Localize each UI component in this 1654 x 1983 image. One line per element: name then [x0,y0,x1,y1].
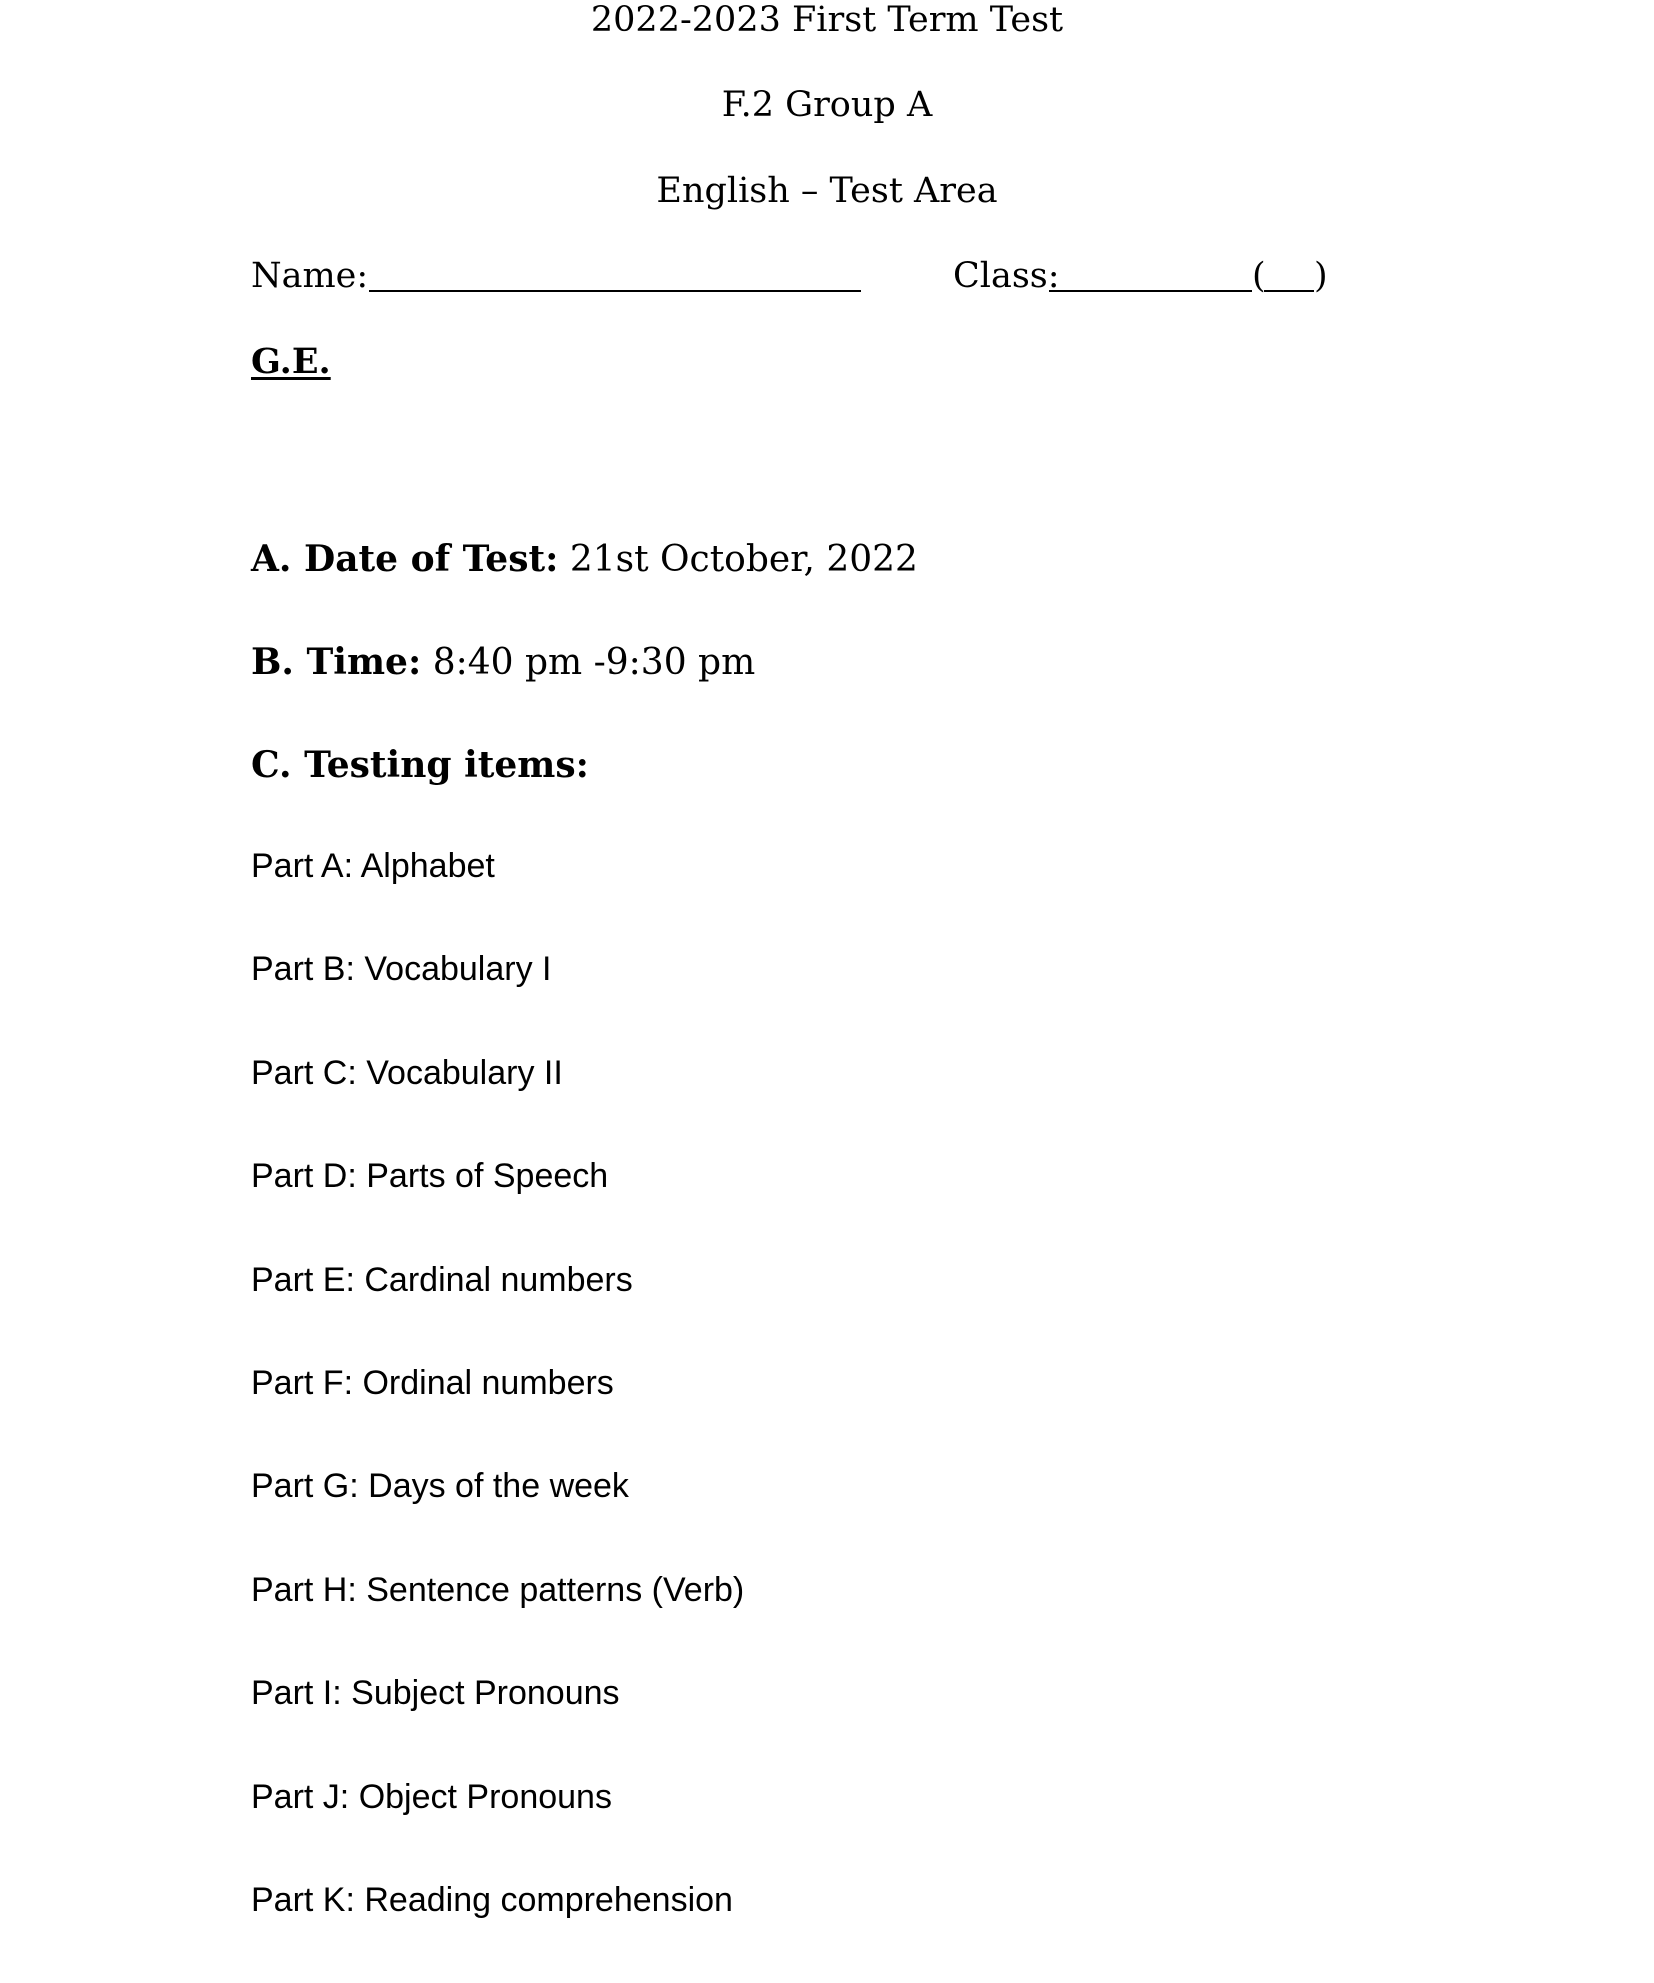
testing-items-label: C. Testing items: [251,744,589,786]
list-item: Part J: Object Pronouns [251,1777,612,1816]
list-item: Part G: Days of the week [251,1467,629,1506]
class-number-blank-line[interactable] [1264,290,1314,292]
list-item: Part E: Cardinal numbers [251,1260,633,1299]
subject-subtitle: English – Test Area [656,171,998,211]
test-time-label: B. Time: [251,641,422,683]
test-date-label: A. Date of Test: [251,538,559,580]
testing-items-line [251,744,589,787]
list-item: Part I: Subject Pronouns [251,1674,620,1713]
class-blank-line[interactable] [1049,290,1252,292]
test-date-value: 21st October, 2022 [558,539,918,580]
list-item: Part B: Vocabulary I [251,950,552,989]
class-number-open-paren: ( [1252,256,1266,296]
list-item: Part D: Parts of Speech [251,1157,609,1196]
list-item: Part C: Vocabulary II [251,1053,563,1092]
section-heading: G.E. [251,341,331,382]
test-date-line [251,538,918,581]
list-item: Part K: Reading comprehension [251,1880,733,1919]
class-number-close-paren: ) [1314,256,1328,296]
group-subtitle: F.2 Group A [721,85,933,125]
name-label: Name: [251,256,369,296]
testing-parts-list [251,846,744,1983]
list-item: Part F: Ordinal numbers [251,1363,614,1402]
list-item: Part A: Alphabet [251,847,495,885]
page-title: 2022-2023 First Term Test [590,0,1064,40]
test-time-value: 8:40 pm -9:30 pm [421,642,756,683]
list-item: Part H: Sentence patterns (Verb) [251,1570,745,1609]
name-blank-line[interactable] [369,290,861,292]
class-label: Class: [953,256,1060,296]
student-info-row [251,256,1411,300]
test-time-line [251,641,755,684]
